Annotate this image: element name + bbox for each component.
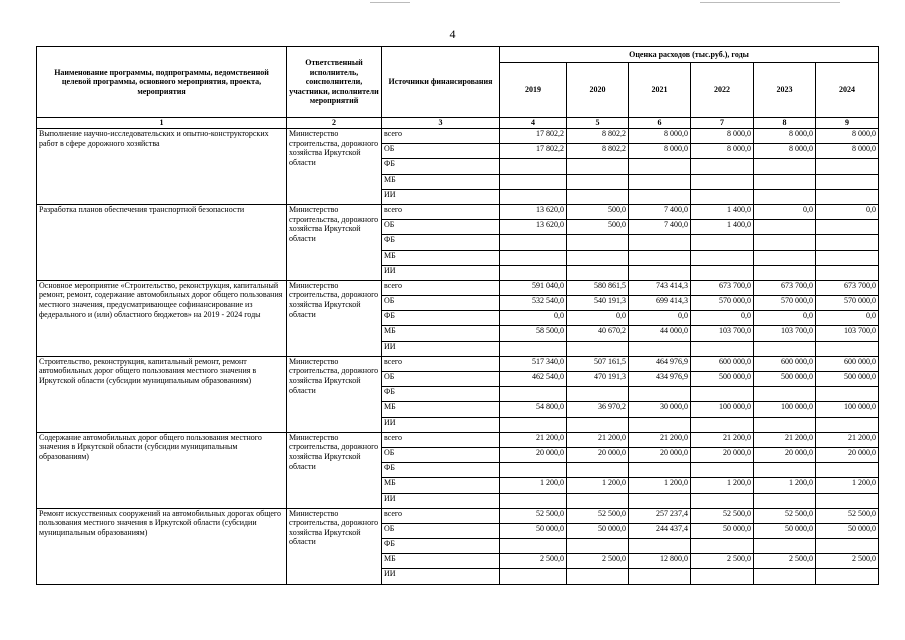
table-row [37,280,879,295]
amount-cell: 600 000,0 [816,356,879,371]
amount-cell [691,387,754,402]
amount-cell [500,341,567,356]
amount-cell: 570 000,0 [816,296,879,311]
expenses-table [36,46,879,585]
amount-cell [691,539,754,554]
amount-cell [691,174,754,189]
amount-cell: 1 400,0 [691,220,754,235]
amount-cell: 20 000,0 [754,447,816,462]
amount-cell [754,235,816,250]
amount-cell [816,189,879,204]
amount-cell [691,341,754,356]
amount-cell [500,493,567,508]
amount-cell: 7 400,0 [629,220,691,235]
amount-cell [567,250,629,265]
amount-cell: 50 000,0 [691,523,754,538]
amount-cell [754,250,816,265]
amount-cell: 517 340,0 [500,356,567,371]
amount-cell: 743 414,3 [629,280,691,295]
amount-cell: 20 000,0 [567,447,629,462]
amount-cell [567,189,629,204]
amount-cell [816,174,879,189]
responsible-executor: Министерство строительства, дорожного хозяйства Иркутской области [287,508,382,584]
amount-cell: 54 800,0 [500,402,567,417]
header-year: 2021 [629,63,691,118]
header-year: 2019 [500,63,567,118]
amount-cell: 0,0 [500,311,567,326]
amount-cell [691,463,754,478]
amount-cell [500,159,567,174]
amount-cell: 30 000,0 [629,402,691,417]
amount-cell [691,493,754,508]
amount-cell [500,189,567,204]
amount-cell: 21 200,0 [754,432,816,447]
amount-cell [629,569,691,584]
amount-cell: 673 700,0 [816,280,879,295]
amount-cell: 2 500,0 [567,554,629,569]
amount-cell: 20 000,0 [500,447,567,462]
amount-cell: 13 620,0 [500,204,567,219]
activity-name: Основное мероприятие «Строительство, реконструкция, капитальный ремонт, ремонт, содержание автомобильных дорог общего пользования местного значения, предусматривающее софинансирование из федерального и (или) областного бюджетов» на 2019 - 2024 годы [37,280,287,356]
amount-cell: 50 000,0 [754,523,816,538]
header-responsible: Ответственный исполнитель, соисполнители, участники, исполнители мероприятий [287,47,382,118]
column-number: 3 [382,118,500,129]
amount-cell [691,235,754,250]
amount-cell: 0,0 [629,311,691,326]
amount-cell: 600 000,0 [754,356,816,371]
amount-cell: 52 500,0 [691,508,754,523]
amount-cell: 257 237,4 [629,508,691,523]
column-number: 1 [37,118,287,129]
amount-cell [629,174,691,189]
responsible-executor: Министерство строительства, дорожного хозяйства Иркутской области [287,280,382,356]
amount-cell: 673 700,0 [691,280,754,295]
amount-cell: 2 500,0 [500,554,567,569]
amount-cell [567,265,629,280]
amount-cell [629,265,691,280]
funding-source: МБ [382,478,500,493]
amount-cell: 470 191,3 [567,372,629,387]
table-row [37,356,879,371]
funding-source: ФБ [382,539,500,554]
scan-artifact-line [700,2,840,3]
amount-cell [567,235,629,250]
amount-cell [754,463,816,478]
amount-cell [754,189,816,204]
amount-cell [629,189,691,204]
header-sources: Источники финансирования [382,47,500,118]
amount-cell: 2 500,0 [754,554,816,569]
amount-cell [629,539,691,554]
amount-cell: 2 500,0 [816,554,879,569]
amount-cell: 52 500,0 [567,508,629,523]
amount-cell [816,250,879,265]
activity-name: Ремонт искусственных сооружений на автомобильных дорогах общего пользования местного значения в Иркутской области (субсидии муниципальным образованиям) [37,508,287,584]
amount-cell: 40 670,2 [567,326,629,341]
amount-cell [629,235,691,250]
amount-cell: 52 500,0 [500,508,567,523]
funding-source: МБ [382,174,500,189]
header-estimate: Оценка расходов (тыс.руб.), годы [500,47,879,63]
amount-cell [816,265,879,280]
amount-cell: 8 802,2 [567,129,629,144]
amount-cell: 434 976,9 [629,372,691,387]
amount-cell [754,159,816,174]
column-number: 2 [287,118,382,129]
amount-cell: 100 000,0 [691,402,754,417]
amount-cell [754,493,816,508]
amount-cell: 21 200,0 [500,432,567,447]
amount-cell: 21 200,0 [567,432,629,447]
amount-cell: 50 000,0 [500,523,567,538]
funding-source: ОБ [382,523,500,538]
amount-cell [816,341,879,356]
amount-cell [567,174,629,189]
amount-cell [629,463,691,478]
amount-cell: 1 200,0 [629,478,691,493]
funding-source: ОБ [382,144,500,159]
amount-cell: 52 500,0 [816,508,879,523]
funding-source: ИИ [382,493,500,508]
amount-cell [567,493,629,508]
amount-cell [754,417,816,432]
amount-cell: 21 200,0 [816,432,879,447]
header-year: 2020 [567,63,629,118]
funding-source: ФБ [382,159,500,174]
amount-cell: 103 700,0 [816,326,879,341]
amount-cell [754,174,816,189]
column-number: 8 [754,118,816,129]
amount-cell: 58 500,0 [500,326,567,341]
amount-cell: 8 000,0 [754,129,816,144]
amount-cell: 500,0 [567,220,629,235]
amount-cell: 13 620,0 [500,220,567,235]
funding-source: ИИ [382,265,500,280]
amount-cell: 570 000,0 [754,296,816,311]
amount-cell: 52 500,0 [754,508,816,523]
amount-cell: 8 000,0 [816,144,879,159]
funding-source: ФБ [382,311,500,326]
amount-cell: 20 000,0 [691,447,754,462]
amount-cell: 36 970,2 [567,402,629,417]
amount-cell: 1 200,0 [691,478,754,493]
amount-cell: 0,0 [567,311,629,326]
amount-cell: 103 700,0 [754,326,816,341]
funding-source: ОБ [382,296,500,311]
amount-cell: 600 000,0 [691,356,754,371]
funding-source: МБ [382,250,500,265]
amount-cell: 1 400,0 [691,204,754,219]
funding-source: всего [382,280,500,295]
header-year: 2023 [754,63,816,118]
amount-cell [629,250,691,265]
amount-cell: 8 802,2 [567,144,629,159]
amount-cell [500,463,567,478]
amount-cell: 0,0 [691,311,754,326]
amount-cell [754,341,816,356]
amount-cell [816,463,879,478]
funding-source: ОБ [382,220,500,235]
funding-source: всего [382,356,500,371]
amount-cell [567,341,629,356]
amount-cell [567,463,629,478]
amount-cell: 699 414,3 [629,296,691,311]
amount-cell: 244 437,4 [629,523,691,538]
funding-source: ФБ [382,463,500,478]
funding-source: ИИ [382,569,500,584]
header-year: 2022 [691,63,754,118]
amount-cell [567,539,629,554]
amount-cell [567,159,629,174]
amount-cell: 1 200,0 [567,478,629,493]
funding-source: МБ [382,402,500,417]
table-row [37,129,879,144]
amount-cell [500,265,567,280]
amount-cell: 8 000,0 [629,144,691,159]
amount-cell [500,417,567,432]
amount-cell [567,569,629,584]
scan-artifact-line [370,2,410,3]
responsible-executor: Министерство строительства, дорожного хозяйства Иркутской области [287,129,382,205]
funding-source: всего [382,432,500,447]
amount-cell: 507 161,5 [567,356,629,371]
table-row [37,508,879,523]
amount-cell [567,387,629,402]
amount-cell [816,235,879,250]
funding-source: ИИ [382,189,500,204]
funding-source: ОБ [382,447,500,462]
responsible-executor: Министерство строительства, дорожного хозяйства Иркутской области [287,432,382,508]
amount-cell: 540 191,3 [567,296,629,311]
column-number: 7 [691,118,754,129]
amount-cell: 44 000,0 [629,326,691,341]
amount-cell [629,159,691,174]
amount-cell: 21 200,0 [691,432,754,447]
amount-cell [816,387,879,402]
amount-cell: 580 861,5 [567,280,629,295]
amount-cell [567,417,629,432]
amount-cell [500,174,567,189]
header-year: 2024 [816,63,879,118]
responsible-executor: Министерство строительства, дорожного хозяйства Иркутской области [287,356,382,432]
amount-cell: 100 000,0 [816,402,879,417]
amount-cell: 532 540,0 [500,296,567,311]
amount-cell: 8 000,0 [754,144,816,159]
amount-cell [500,250,567,265]
amount-cell [691,569,754,584]
amount-cell: 1 200,0 [816,478,879,493]
amount-cell [629,417,691,432]
amount-cell: 1 200,0 [754,478,816,493]
amount-cell [500,539,567,554]
amount-cell: 500 000,0 [816,372,879,387]
amount-cell [816,159,879,174]
amount-cell [500,569,567,584]
table-row [37,432,879,447]
amount-cell: 0,0 [754,204,816,219]
amount-cell [691,417,754,432]
amount-cell: 8 000,0 [691,144,754,159]
amount-cell: 462 540,0 [500,372,567,387]
column-number: 9 [816,118,879,129]
column-number: 5 [567,118,629,129]
amount-cell: 103 700,0 [691,326,754,341]
amount-cell: 17 802,2 [500,129,567,144]
funding-source: всего [382,204,500,219]
amount-cell: 570 000,0 [691,296,754,311]
amount-cell: 464 976,9 [629,356,691,371]
amount-cell [816,539,879,554]
column-number: 4 [500,118,567,129]
amount-cell: 0,0 [816,311,879,326]
activity-name: Разработка планов обеспечения транспортной безопасности [37,204,287,280]
amount-cell [629,341,691,356]
header-name: Наименование программы, подпрограммы, ведомственной целевой программы, основного мероприятия, проекта, мероприятия [37,47,287,118]
amount-cell: 7 400,0 [629,204,691,219]
funding-source: ФБ [382,387,500,402]
funding-source: всего [382,129,500,144]
activity-name: Выполнение научно-исследовательских и опытно-конструкторских работ в сфере дорожного хозяйства [37,129,287,205]
amount-cell: 8 000,0 [691,129,754,144]
amount-cell: 17 802,2 [500,144,567,159]
funding-source: МБ [382,326,500,341]
amount-cell: 21 200,0 [629,432,691,447]
amount-cell: 1 200,0 [500,478,567,493]
amount-cell [691,159,754,174]
amount-cell [500,235,567,250]
amount-cell [816,220,879,235]
amount-cell: 100 000,0 [754,402,816,417]
amount-cell [816,569,879,584]
amount-cell: 20 000,0 [816,447,879,462]
column-number: 6 [629,118,691,129]
amount-cell: 500 000,0 [691,372,754,387]
amount-cell [816,417,879,432]
amount-cell: 0,0 [816,204,879,219]
table-row [37,204,879,219]
funding-source: всего [382,508,500,523]
amount-cell: 591 040,0 [500,280,567,295]
amount-cell [691,265,754,280]
funding-source: ФБ [382,235,500,250]
amount-cell [629,493,691,508]
funding-source: ИИ [382,417,500,432]
amount-cell: 500 000,0 [754,372,816,387]
amount-cell [500,387,567,402]
amount-cell [754,539,816,554]
funding-source: МБ [382,554,500,569]
amount-cell: 50 000,0 [567,523,629,538]
amount-cell: 8 000,0 [816,129,879,144]
amount-cell [816,493,879,508]
amount-cell: 0,0 [754,311,816,326]
amount-cell [754,387,816,402]
activity-name: Строительство, реконструкция, капитальный ремонт, ремонт автомобильных дорог общего пользования местного значения в Иркутской области (субсидии муниципальным образованиям) [37,356,287,432]
funding-source: ОБ [382,372,500,387]
responsible-executor: Министерство строительства, дорожного хозяйства Иркутской области [287,204,382,280]
amount-cell [754,569,816,584]
amount-cell [691,189,754,204]
amount-cell: 673 700,0 [754,280,816,295]
amount-cell: 20 000,0 [629,447,691,462]
amount-cell [629,387,691,402]
amount-cell: 8 000,0 [629,129,691,144]
amount-cell [691,250,754,265]
amount-cell: 12 800,0 [629,554,691,569]
amount-cell: 50 000,0 [816,523,879,538]
amount-cell [754,220,816,235]
funding-source: ИИ [382,341,500,356]
page-number: 4 [449,27,456,41]
activity-name: Содержание автомобильных дорог общего пользования местного значения в Иркутской области (субсидии муниципальным образованиям) [37,432,287,508]
amount-cell [754,265,816,280]
amount-cell: 500,0 [567,204,629,219]
amount-cell: 2 500,0 [691,554,754,569]
